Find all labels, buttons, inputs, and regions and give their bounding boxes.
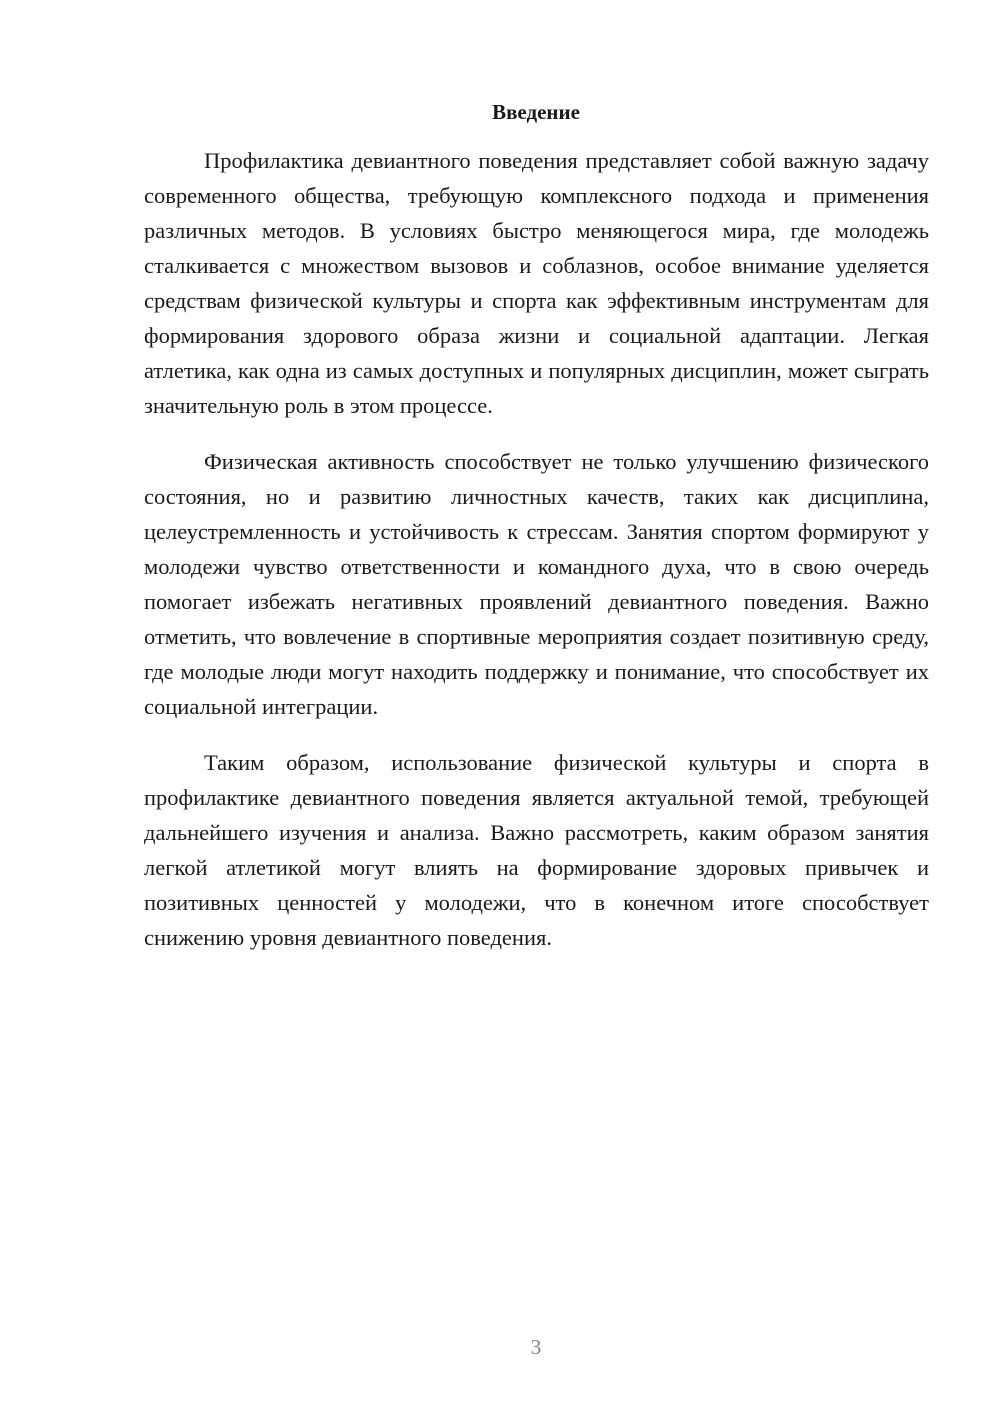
page-number: 3 (530, 1335, 542, 1359)
paragraph-1: Профилактика девиантного поведения представляет собой важную задачу современного общества, требующую комплексного подхода и применения различных методов. В условиях быстро меняющегося мира, где молодежь сталкивается с множеством вызовов и соблазнов, особое внимание уделяется средствам физической культуры и спорта как эффективным инструментам для формирования здорового образа жизни и социальной адаптации. Легкая атлетика, как одна из самых доступных и популярных дисциплин, может сыграть значительную роль в этом процессе. (144, 148, 929, 418)
paragraph-2: Физическая активность способствует не только улучшению физического состояния, но и развитию личностных качеств, таких как дисциплина, целеустремленность и устойчивость к стрессам. Занятия спортом формируют у молодежи чувство ответственности и командного духа, что в свою очередь помогает избежать негативных проявлений девиантного поведения. Важно отметить, что вовлечение в спортивные мероприятия создает позитивную среду, где молодые люди могут находить поддержку и понимание, что способствует их социальной интеграции. (144, 449, 929, 719)
body-text (144, 143, 929, 976)
paragraph-3: Таким образом, использование физической культуры и спорта в профилактике девиантного поведения является актуальной темой, требующей дальнейшего изучения и анализа. Важно рассмотреть, каким образом занятия легкой атлетикой могут влиять на формирование здоровых привычек и позитивных ценностей у молодежи, что в конечном итоге способствует снижению уровня девиантного поведения. (144, 750, 929, 950)
section-heading: Введение (492, 100, 580, 124)
